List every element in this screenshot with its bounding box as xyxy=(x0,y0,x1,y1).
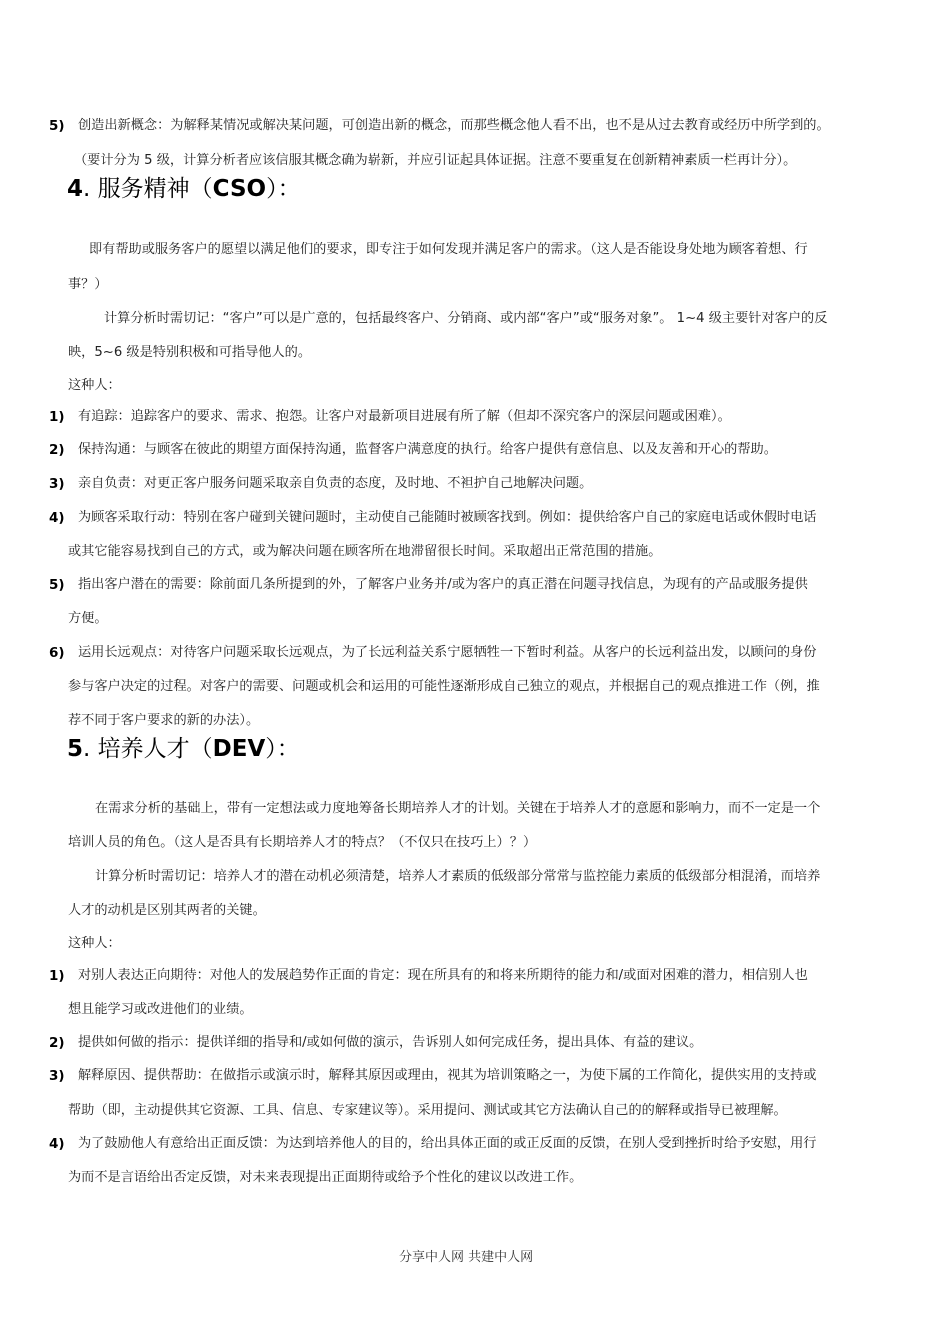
section-title: 服务精神（ xyxy=(97,176,213,202)
list-item-text: 创造出新概念：为解释某情况或解决某问题，可创造出新的概念，而那些概念他人看不出，也不是从过去教育或经历中所学到的。 xyxy=(78,118,830,133)
section-code: DEV xyxy=(212,736,266,762)
list-number: 1) xyxy=(49,968,65,984)
section-code: CSO xyxy=(212,176,267,202)
list-item-text: 有追踪：追踪客户的要求、需求、抱怨。让客户对最新项目进展有所了解（但却不深究客户的深层问题或困难）。 xyxy=(78,409,731,424)
list-item-text: 运用长远观点：对待客户问题采取长远观点，为了长远利益关系宁愿牺牲一下暂时利益。从客户的长远利益出发，以顾问的身份 xyxy=(78,645,817,660)
list-item-text: 保持沟通：与顾客在彼此的期望方面保持沟通，监督客户满意度的执行。给客户提供有意信息、以及友善和开心的帮助。 xyxy=(78,442,777,457)
list-item-text-cont: 为而不是言语给出否定反馈，对未来表现提出正面期待或给予个性化的建议以改进工作。 xyxy=(68,1170,583,1185)
section-title: 培养人才（ xyxy=(97,736,213,762)
list-item-text: 指出客户潜在的需要：除前面几条所提到的外，了解客户业务并/或为客户的真正潜在问题寻找信息，为现有的产品或服务提供 xyxy=(78,577,808,592)
list-item-text: 解释原因、提供帮助：在做指示或演示时，解释其原因或理由，视其为培训策略之一，为使下属的工作简化，提供实用的支持或 xyxy=(78,1068,817,1083)
list-number: 5) xyxy=(49,118,65,134)
section-number: 5 xyxy=(67,736,84,762)
list-item-text-cont: 想且能学习或改进他们的业绩。 xyxy=(68,1002,253,1017)
list-item-text: 为了鼓励他人有意给出正面反馈：为达到培养他人的目的，给出具体正面的或正反面的反馈，在别人受到挫折时给予安慰，用行 xyxy=(78,1136,817,1151)
list-number: 5) xyxy=(49,577,65,593)
calc-note-cont: 人才的动机是区别其两者的关键。 xyxy=(68,903,266,918)
this-person-label: 这种人： xyxy=(68,378,121,393)
section-intro-cont: 事？） xyxy=(68,277,108,292)
list-item-text-cont: 帮助（即，主动提供其它资源、工具、信息、专家建议等）。采用提问、测试或其它方法确认自己的的解释或指导已被理解。 xyxy=(68,1103,787,1118)
list-item-text: 提供如何做的指示：提供详细的指导和/或如何做的演示，告诉别人如何完成任务，提出具体、有益的建议。 xyxy=(78,1035,703,1050)
this-person-label: 这种人： xyxy=(68,936,121,951)
list-number: 2) xyxy=(49,1035,65,1051)
section-number: 4 xyxy=(67,176,84,202)
calc-note-cont: 映，5~6 级是特别积极和可指导他人的。 xyxy=(68,345,312,360)
list-number: 3) xyxy=(49,476,65,492)
list-number: 6) xyxy=(49,645,65,661)
list-number: 1) xyxy=(49,409,65,425)
calc-note: 计算分析时需切记：“客户”可以是广意的，包括最终客户、分销商、或内部“客户”或“服务对象”。 1~4 级主要针对客户的反 xyxy=(104,311,828,326)
list-item-text-cont: 或其它能容易找到自己的方式，或为解决问题在顾客所在地滞留很长时间。采取超出正常范围的措施。 xyxy=(68,544,662,559)
list-item-text: 对别人表达正向期待：对他人的发展趋势作正面的肯定：现在所具有的和将来所期待的能力和/或面对困难的潜力，相信别人也 xyxy=(78,968,808,983)
list-number: 4) xyxy=(49,510,65,526)
list-number: 2) xyxy=(49,442,65,458)
section-heading-cso: 4. 服务精神（CSO）： xyxy=(67,176,301,202)
section-intro: 即有帮助或服务客户的愿望以满足他们的要求，即专注于如何发现并满足客户的需求。（这人是否能设身处地为顾客着想、行 xyxy=(89,242,808,257)
list-item-text-cont: 荐不同于客户要求的新的办法）。 xyxy=(68,713,260,728)
section-heading-dev: 5. 培养人才（DEV）： xyxy=(67,736,300,762)
section-intro-cont: 培训人员的角色。（这人是否具有长期培养人才的特点？（不仅只在技巧上）？） xyxy=(68,835,537,850)
list-item-text: 为顾客采取行动：特别在客户碰到关键问题时，主动使自己能随时被顾客找到。例如：提供给客户自己的家庭电话或休假时电话 xyxy=(78,510,817,525)
scoring-note: （要计分为 5 级，计算分析者应该信服其概念确为崭新，并应引证起具体证据。注意不要重复在创新精神素质一栏再计分）。 xyxy=(74,153,797,168)
list-number: 4) xyxy=(49,1136,65,1152)
list-item-text-cont: 方便。 xyxy=(68,611,108,626)
list-item-text: 亲自负责：对更正客户服务问题采取亲自负责的态度，及时地、不袒护自己地解决问题。 xyxy=(78,476,593,491)
calc-note: 计算分析时需切记：培养人才的潜在动机必须清楚，培养人才素质的低级部分常常与监控能力素质的低级部分相混淆，而培养 xyxy=(95,869,821,884)
page-footer: 分享中人网 共建中人网 xyxy=(399,1250,534,1265)
section-intro: 在需求分析的基础上，带有一定想法或力度地筹备长期培养人才的计划。关键在于培养人才的意愿和影响力，而不一定是一个 xyxy=(95,801,821,816)
list-item-text-cont: 参与客户决定的过程。对客户的需要、问题或机会和运用的可能性逐渐形成自己独立的观点，并根据自己的观点推进工作（例，推 xyxy=(68,679,820,694)
list-number: 3) xyxy=(49,1068,65,1084)
